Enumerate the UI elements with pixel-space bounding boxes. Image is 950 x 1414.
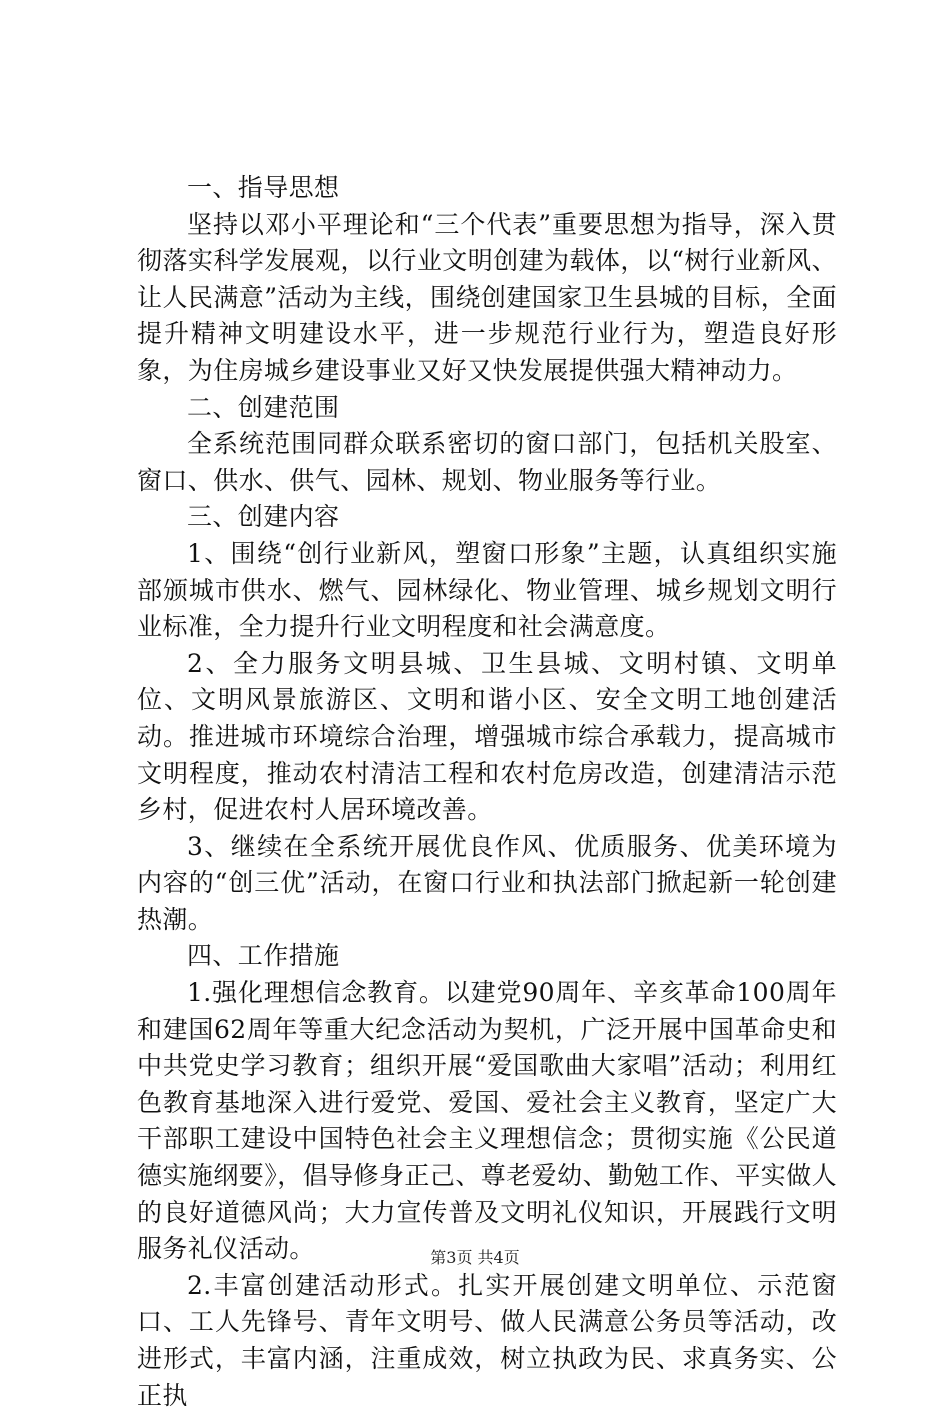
section-heading-measures: 四、工作措施 xyxy=(187,941,340,971)
document-body xyxy=(137,170,837,1414)
paragraph-content-item-2: 2、全力服务文明县城、卫生县城、文明村镇、文明单位、文明风景旅游区、文明和谐小区、安全文明工地创建活动。推进城市环境综合治理，增强城市综合承载力，提高城市文明程度，推动农村清洁工程和农村危房改造，创建清洁示范乡村，促进农村人居环境改善。 xyxy=(137,648,837,825)
paragraph-measure-item-2: 2.丰富创建活动形式。扎实开展创建文明单位、示范窗口、工人先锋号、青年文明号、做人民满意公务员等活动，改进形式，丰富内涵，注重成效，树立执政为民、求真务实、公正执 xyxy=(137,1270,837,1410)
section-heading-content: 三、创建内容 xyxy=(187,502,340,532)
paragraph-measure-item-1: 1.强化理想信念教育。以建党90周年、辛亥革命100周年和建国62周年等重大纪念活动为契机，广泛开展中国革命史和中共党史学习教育；组织开展“爱国歌曲大家唱”活动；利用红色教育基地深入进行爱党、爱国、爱社会主义教育，坚定广大干部职工建设中国特色社会主义理想信念；贯彻实施《公民道德实施纲要》，倡导修身正己、尊老爱幼、勤勉工作、平实做人的良好道德风尚；大力宣传普及文明礼仪知识，开展践行文明服务礼仪活动。 xyxy=(137,978,837,1264)
section-heading-scope: 二、创建范围 xyxy=(187,392,340,422)
paragraph-scope: 全系统范围同群众联系密切的窗口部门，包括机关股室、窗口、供水、供气、园林、规划、物业服务等行业。 xyxy=(137,429,837,495)
page-number-footer: 第3页 共4页 xyxy=(430,1248,520,1267)
paragraph-content-item-3: 3、继续在全系统开展优良作风、优质服务、优美环境为内容的“创三优”活动，在窗口行业和执法部门掀起新一轮创建热潮。 xyxy=(137,831,837,934)
paragraph-guiding-ideology: 坚持以邓小平理论和“三个代表”重要思想为指导，深入贯彻落实科学发展观，以行业文明创建为载体，以“树行业新风、让人民满意”活动为主线，围绕创建国家卫生县城的目标，全面提升精神文明建设水平，进一步规范行业行为，塑造良好形象，为住房城乡建设事业又好又快发展提供强大精神动力。 xyxy=(137,209,837,385)
paragraph-content-item-1: 1、围绕“创行业新风，塑窗口形象”主题，认真组织实施部颁城市供水、燃气、园林绿化、物业管理、城乡规划文明行业标准，全力提升行业文明程度和社会满意度。 xyxy=(137,538,837,642)
section-heading-guiding-ideology: 一、指导思想 xyxy=(187,173,340,202)
